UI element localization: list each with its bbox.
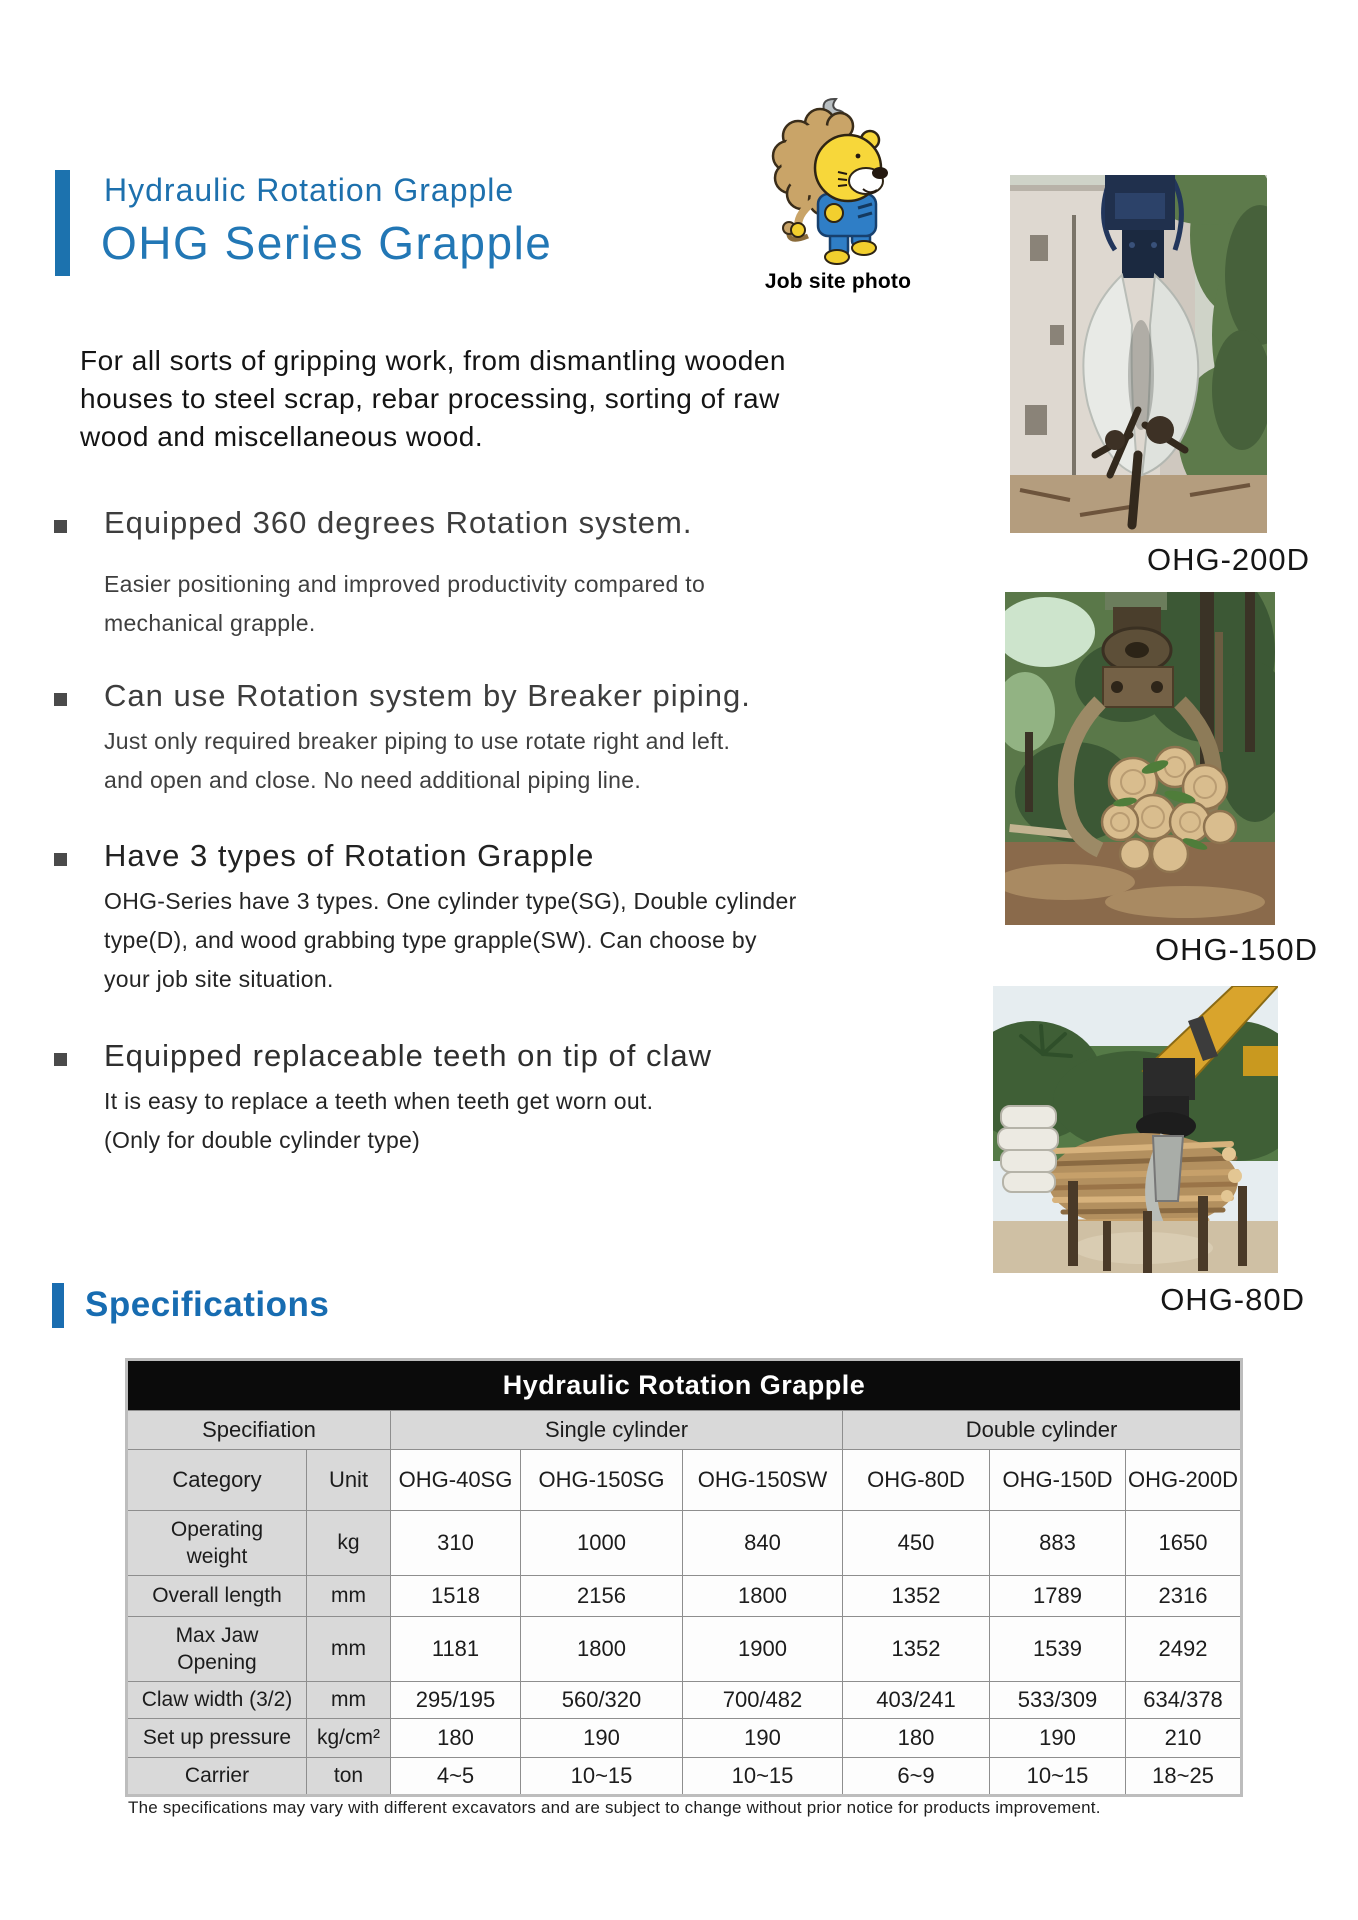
cell-value: 2316 — [1126, 1576, 1242, 1617]
feature-body: It is easy to replace a teeth when teeth get worn out. (Only for double cylinder type) — [104, 1088, 654, 1153]
cell-value: 10~15 — [521, 1758, 683, 1796]
row-unit: mm — [307, 1682, 391, 1719]
row-unit: mm — [307, 1576, 391, 1617]
specifications-section-title: Specifications — [85, 1285, 330, 1324]
cell-value: 310 — [391, 1511, 521, 1576]
feature-breaker-piping — [54, 678, 844, 800]
column-header: Category — [127, 1450, 307, 1511]
feature-heading: Equipped 360 degrees Rotation system. — [104, 505, 693, 540]
cell-value: 180 — [391, 1719, 521, 1758]
cell-value: 560/320 — [521, 1682, 683, 1719]
cell-value: 6~9 — [843, 1758, 990, 1796]
cell-value: 1900 — [683, 1617, 843, 1682]
cell-value: 1352 — [843, 1617, 990, 1682]
cell-value: 700/482 — [683, 1682, 843, 1719]
mascot — [758, 96, 918, 294]
cell-value: 295/195 — [391, 1682, 521, 1719]
table-row-carrier — [127, 1758, 1242, 1796]
column-header: OHG-150SG — [521, 1450, 683, 1511]
row-category: Max Jaw Opening — [127, 1617, 307, 1682]
photo-label-ohg-200d: OHG-200D — [1146, 542, 1310, 577]
cell-value: 10~15 — [990, 1758, 1126, 1796]
feature-body: Easier positioning and improved productivity compared to mechanical grapple. — [104, 571, 706, 636]
table-row-set-up-pressure — [127, 1719, 1242, 1758]
bullet-square-icon — [54, 693, 67, 706]
cell-value: 1181 — [391, 1617, 521, 1682]
column-header: Unit — [307, 1450, 391, 1511]
cell-value: 4~5 — [391, 1758, 521, 1796]
column-header: OHG-40SG — [391, 1450, 521, 1511]
mascot-caption: Job site photo — [764, 270, 912, 293]
photo-ohg-150d — [1005, 592, 1275, 925]
cell-value: 1800 — [521, 1617, 683, 1682]
specifications-accent-bar — [52, 1283, 64, 1328]
cell-value: 1352 — [843, 1576, 990, 1617]
column-header: OHG-150SW — [683, 1450, 843, 1511]
table-row-operating-weight — [127, 1511, 1242, 1576]
cell-value: 10~15 — [683, 1758, 843, 1796]
photo-ohg-80d — [993, 986, 1278, 1273]
feature-three-types — [54, 838, 844, 999]
row-category: Set up pressure — [127, 1719, 307, 1758]
column-header: OHG-80D — [843, 1450, 990, 1511]
row-unit: kg — [307, 1511, 391, 1576]
cell-value: 840 — [683, 1511, 843, 1576]
photo-ohg-200d — [1010, 175, 1267, 533]
feature-rotation-system — [54, 505, 844, 643]
table-row-claw-width — [127, 1682, 1242, 1719]
feature-body: Just only required breaker piping to use rotate right and left. and open and close. No need additional piping line. — [104, 728, 731, 793]
table-footnote: The specifications may vary with different excavators and are subject to change without prior notice for products improvement. — [128, 1798, 1101, 1817]
mascot-lion-illustration — [763, 96, 913, 268]
photo-ohg-80d-image — [993, 986, 1278, 1273]
table-row-overall-length — [127, 1576, 1242, 1617]
feature-heading: Have 3 types of Rotation Grapple — [104, 838, 595, 873]
cell-value: 1650 — [1126, 1511, 1242, 1576]
row-category: Operating weight — [127, 1511, 307, 1576]
table-title-row — [127, 1360, 1242, 1411]
cell-value: 634/378 — [1126, 1682, 1242, 1719]
specifications-table-container — [125, 1358, 1243, 1797]
cell-value: 210 — [1126, 1719, 1242, 1758]
intro-paragraph — [80, 342, 786, 456]
photo-label-ohg-150d: OHG-150D — [1154, 932, 1318, 967]
cell-value: 2492 — [1126, 1617, 1242, 1682]
cell-value: 18~25 — [1126, 1758, 1242, 1796]
cell-value: 1000 — [521, 1511, 683, 1576]
row-category: Carrier — [127, 1758, 307, 1796]
cell-value: 883 — [990, 1511, 1126, 1576]
photo-ohg-150d-image — [1005, 592, 1275, 925]
photo-label-ohg-80d: OHG-80D — [1160, 1282, 1305, 1317]
row-unit: kg/cm² — [307, 1719, 391, 1758]
cell-value: 190 — [521, 1719, 683, 1758]
cell-value: 190 — [990, 1719, 1126, 1758]
cell-value: 1789 — [990, 1576, 1126, 1617]
table-title: Hydraulic Rotation Grapple — [127, 1360, 1242, 1411]
cell-value: 180 — [843, 1719, 990, 1758]
table-column-header-row — [127, 1450, 1242, 1511]
intro-line: For all sorts of gripping work, from dismantling wooden — [80, 345, 787, 376]
feature-body: OHG-Series have 3 types. One cylinder type(SG), Double cylinder type(D), and wood grabbing type grapple(SW). Can choose by your job site situation. — [104, 888, 797, 992]
photo-ohg-200d-image — [1010, 175, 1267, 533]
group-header-double-cylinder: Double cylinder — [843, 1411, 1242, 1450]
cell-value: 1539 — [990, 1617, 1126, 1682]
page-subtitle: Hydraulic Rotation Grapple — [104, 172, 515, 208]
feature-heading: Can use Rotation system by Breaker piping. — [104, 678, 751, 713]
intro-line: houses to steel scrap, rebar processing, sorting of raw — [80, 383, 780, 414]
group-header-single-cylinder: Single cylinder — [391, 1411, 843, 1450]
feature-replaceable-teeth — [54, 1038, 844, 1160]
cell-value: 2156 — [521, 1576, 683, 1617]
cell-value: 450 — [843, 1511, 990, 1576]
cell-value: 1800 — [683, 1576, 843, 1617]
cell-value: 403/241 — [843, 1682, 990, 1719]
column-header: OHG-150D — [990, 1450, 1126, 1511]
intro-line: wood and miscellaneous wood. — [80, 421, 484, 452]
bullet-square-icon — [54, 853, 67, 866]
title-accent-bar — [55, 170, 70, 276]
row-unit: mm — [307, 1617, 391, 1682]
page-title: OHG Series Grapple — [101, 217, 553, 269]
table-row-max-jaw-opening — [127, 1617, 1242, 1682]
row-category: Overall length — [127, 1576, 307, 1617]
specifications-table — [125, 1358, 1243, 1797]
row-unit: ton — [307, 1758, 391, 1796]
cell-value: 1518 — [391, 1576, 521, 1617]
table-group-header-row — [127, 1411, 1242, 1450]
cell-value: 533/309 — [990, 1682, 1126, 1719]
feature-heading: Equipped replaceable teeth on tip of claw — [104, 1038, 713, 1073]
bullet-square-icon — [54, 1053, 67, 1066]
bullet-square-icon — [54, 520, 67, 533]
cell-value: 190 — [683, 1719, 843, 1758]
group-header-specifiation: Specifiation — [127, 1411, 391, 1450]
column-header: OHG-200D — [1126, 1450, 1242, 1511]
row-category: Claw width (3/2) — [127, 1682, 307, 1719]
